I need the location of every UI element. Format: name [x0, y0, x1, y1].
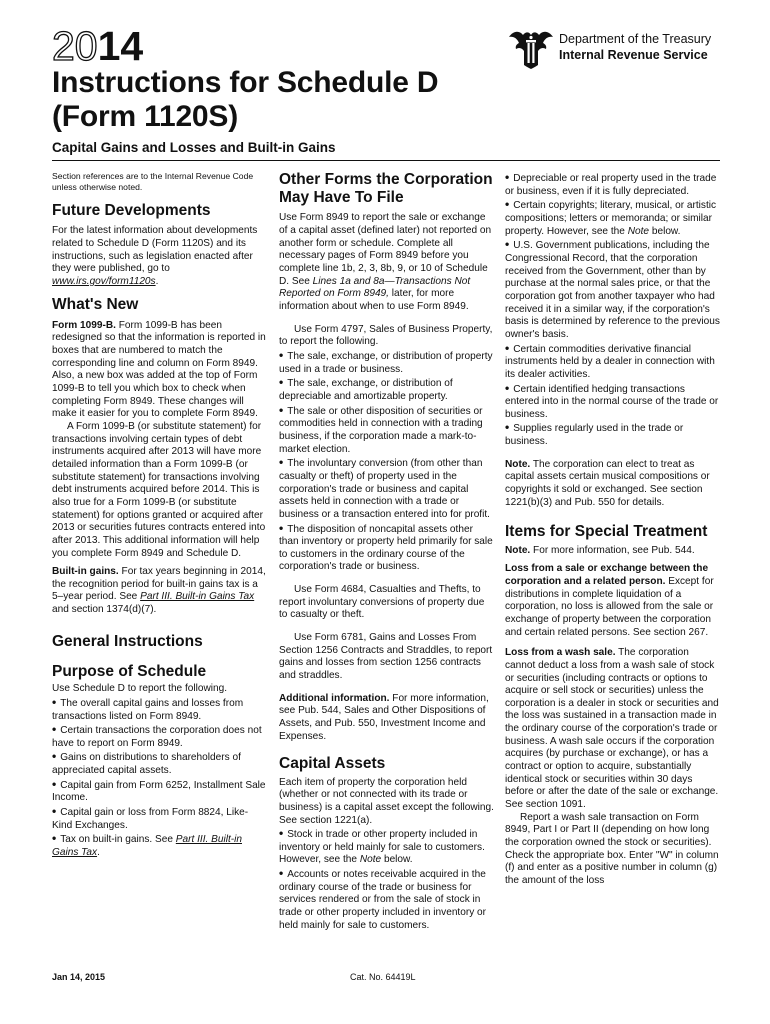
- capital-assets-intro: Each item of property the corporation held (whether or not connected with its trade or business) is a capital asset except the following. See section 1221(a).: [279, 776, 494, 826]
- section-references-note: Section references are to the Internal Revenue Code unless otherwise noted.: [52, 171, 254, 192]
- list-item: • U.S. Government publications, including the Congressional Record, that the corporation received from the Government, other than by purchase at the normal sales price, or that the corporation got from another taxpayer who had received it in a similar way, if the corporation's basis is determined by reference to the previous owner's basis.: [505, 238, 721, 341]
- list-item: • Certain copyrights; literary, musical, or artistic compositions; letters or memoranda; or similar property. However, see the Note below.: [505, 198, 721, 238]
- built-in-gains-tax-link[interactable]: Part III. Built-in Gains Tax: [140, 591, 255, 603]
- list-item: • The overall capital gains and losses from transactions listed on Form 8949.: [52, 696, 268, 723]
- purpose-list: [52, 696, 268, 860]
- special-treatment-heading: Items for Special Treatment: [505, 523, 708, 541]
- title-line-1: Instructions for Schedule D: [52, 66, 439, 99]
- form1120s-link[interactable]: www.irs.gov/form1120s: [52, 275, 156, 287]
- list-item: • Supplies regularly used in the trade or business.: [505, 421, 721, 448]
- list-item: • Accounts or notes receivable acquired in the ordinary course of the trade or business for services rendered or from the sale of stock in trade or other property included in inventory or held mainly for sale to customers.: [279, 867, 495, 932]
- agency-name: [559, 32, 711, 63]
- wash-sale-paragraph: Loss from a wash sale. The corporation cannot deduct a loss from a wash sale of stock or securities (including contracts or options to acquire or sell stock or securities) unless the corporation is a dealer in stock or securities and the loss was sustained in a transaction made in the ordinary course of the corporation's trade or business. A wash sale occurs if the corporation acquires (by purchase or exchange), or has a contract or option to acquire, substantially identical stock or securities within 30 days before or after the date of the sale or exchange. See section 1091.: [505, 647, 719, 811]
- copyright-election-note: Note. The corporation can elect to treat as capital assets certain musical compositions or copyrights it sold or exchanged. See section 1221(b)(3) and Pub. 550 for details.: [505, 458, 710, 508]
- note-lead: Note.: [505, 458, 531, 470]
- built-in-gains-paragraph: Built-in gains. For tax years beginning in 2014, the recognition period for built-in gains tax is a 5–year period. See Part III. Built-in Gains Tax and section 1374(d)(7).: [52, 566, 266, 616]
- list-item: • Gains on distributions to shareholders of appreciated capital assets.: [52, 750, 268, 777]
- lines-1a-8a-reference: Lines 1a and 8a—Transactions Not Reported on Form 8949,: [279, 275, 471, 300]
- additional-information-lead: Additional information.: [279, 692, 390, 704]
- whats-new-heading: What's New: [52, 296, 139, 314]
- column-1: [52, 171, 268, 866]
- agency-irs: Internal Revenue Service: [559, 47, 708, 62]
- form-1099b-substitute-paragraph: A Form 1099-B (or substitute statement) for transactions involving certain types of debt instruments acquired after 2013 will have more detailed information than a Form 1099-B (or substitute statement) for transactions involving debt instruments acquired before 2014. This is also true for a Form 1099-B (or substitute statement) for options granted or acquired after 2013 or securities futures contracts entered into after 2013. This additional information will help you complete Form 8949 and Schedule D.: [52, 420, 266, 559]
- capital-assets-list: [279, 827, 495, 932]
- form-6781-paragraph: Use Form 6781, Gains and Losses From Section 1256 Contracts and Straddles, to report gains and losses from section 1256 contracts and straddles.: [279, 632, 493, 682]
- tax-year-bold: 14: [97, 23, 144, 69]
- wash-sale-lead: Loss from a wash sale.: [505, 647, 616, 659]
- header-divider: [52, 160, 720, 161]
- list-item: • The sale, exchange, or distribution of property used in a trade or business.: [279, 349, 495, 376]
- list-item: • Tax on built-in gains. See Part III. Built-in Gains Tax.: [52, 832, 268, 859]
- list-item: • The disposition of noncapital assets other than inventory or property held primarily for sale to customers in the ordinary course of the corporation's trade or business.: [279, 522, 495, 575]
- list-item: • Capital gain or loss from Form 8824, Like-Kind Exchanges.: [52, 805, 268, 832]
- title-line-2: (Form 1120S): [52, 100, 239, 133]
- document-subtitle: Capital Gains and Losses and Built-in Gains: [52, 140, 336, 155]
- agency-department: Department of the Treasury: [559, 32, 712, 46]
- document-title: [52, 66, 438, 134]
- irs-eagle-logo-icon: [507, 27, 555, 71]
- purpose-of-schedule-heading: Purpose of Schedule: [52, 662, 207, 680]
- future-developments-text: For the latest information about developments related to Schedule D (Form 1120S) and its instructions, such as legislation enacted after they were published, go to www.irs.gov/form1120s.: [52, 225, 258, 287]
- form-4797-paragraph: Use Form 4797, Sales of Business Property, to report the following.: [279, 323, 493, 348]
- special-treatment-note: Note. For more information, see Pub. 544.: [505, 544, 695, 556]
- built-in-gains-lead: Built-in gains.: [52, 566, 119, 578]
- additional-information-paragraph: Additional information. For more information, see Pub. 544, Sales and Other Dispositions of Assets, and Pub. 550, Investment Income and Expenses.: [279, 692, 489, 742]
- form-1099b-paragraph: Form 1099-B. Form 1099-B has been redesigned so that the information is reported in boxes that are numbered to match the corresponding line and column on Form 8949. Also, a new box was added at the top of Form 1099-B to tell you which box to check when completing Form 8949. These changes will make it easier for you to complete Form 8949.: [52, 319, 266, 420]
- revision-date: Jan 14, 2015: [52, 972, 106, 982]
- list-item: • Stock in trade or other property included in inventory or held mainly for sale to customers. However, see the Note below.: [279, 827, 495, 867]
- column-2: [279, 171, 495, 938]
- wash-sale-reporting-paragraph: Report a wash sale transaction on Form 8949, Part I or Part II (depending on how long the corporation owned the stock or securities). Check the appropriate box. Enter "W" in column (f) and enter as a positive number in column (g) the amount of the loss: [505, 811, 719, 887]
- form-4684-paragraph: Use Form 4684, Casualties and Thefts, to report involuntary conversions of property due to casualty or theft.: [279, 584, 485, 621]
- general-instructions-heading: General Instructions: [52, 632, 203, 650]
- note-lead: Note.: [505, 544, 531, 556]
- built-in-gains-tax-link-2[interactable]: Part III. Built-in Gains Tax: [52, 834, 242, 859]
- list-item: • Certain transactions the corporation does not have to report on Form 8949.: [52, 723, 268, 750]
- column-3: [505, 171, 721, 894]
- list-item: • The sale or other disposition of securities or commodities held in connection with a trading business, if the corporation made a mark-to-market election.: [279, 404, 495, 457]
- list-item: • The involuntary conversion (from other than casualty or theft) of property used in the corporation's trade or business and capital assets held in connection with a trade or business or a transaction entered into for profit.: [279, 456, 495, 521]
- related-person-lead: Loss from a sale or exchange between the corporation and a related person.: [505, 563, 709, 587]
- list-item: • Depreciable or real property used in the trade or business, even if it is fully depreciated.: [505, 171, 721, 198]
- tax-year-outline: 20: [52, 23, 98, 69]
- future-developments-heading: Future Developments: [52, 202, 211, 219]
- tax-year: [52, 24, 143, 68]
- purpose-intro: Use Schedule D to report the following.: [52, 683, 228, 695]
- capital-assets-list-continued: [505, 171, 721, 449]
- capital-assets-heading: Capital Assets: [279, 755, 386, 773]
- list-item: • The sale, exchange, or distribution of depreciable and amortizable property.: [279, 376, 495, 403]
- list-item: • Certain commodities derivative financial instruments held by a dealer in connection with its dealer activities.: [505, 342, 721, 382]
- related-person-paragraph: Loss from a sale or exchange between the corporation and a related person. Except for distributions in complete liquidation of a corporation, no loss is allowed from the sale or exchange of property between the corporation and certain related persons. See section 267.: [505, 563, 714, 638]
- catalog-number: Cat. No. 64419L: [350, 972, 416, 982]
- form-8949-paragraph: Use Form 8949 to report the sale or exchange of a capital asset (defined later) not reported on another form or schedule. Complete all necessary pages of Form 8949 before you complete line 1b, 2, 3, 8b, 9, or 10 of Schedule D. See Lines 1a and 8a—Transactions Not Reported on Form 8949, later, for more information about when to use Form 8949.: [279, 212, 492, 312]
- list-item: • Certain identified hedging transactions entered into in the normal course of the trade or business.: [505, 382, 721, 422]
- other-forms-heading: Other Forms the Corporation May Have To File: [279, 171, 493, 207]
- form-4797-list: [279, 349, 495, 574]
- list-item: • Capital gain from Form 6252, Installment Sale Income.: [52, 778, 268, 805]
- form-1099b-lead: Form 1099-B.: [52, 319, 116, 331]
